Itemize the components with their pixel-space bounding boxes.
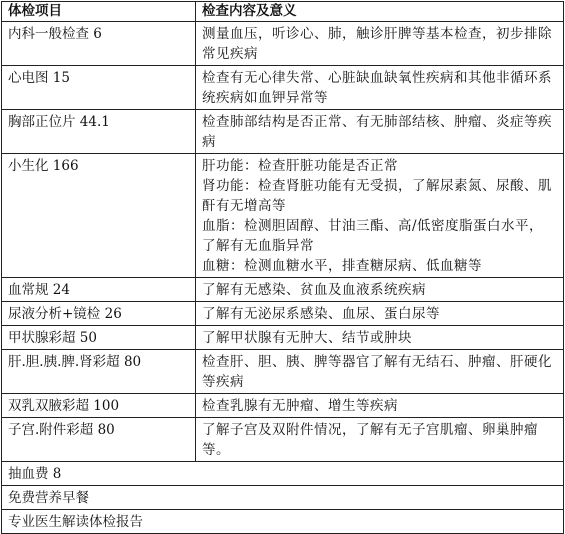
exam-item-detail [196,394,564,418]
exam-item-detail [196,278,564,302]
exam-item-name: 血常规 24 [2,278,196,302]
exam-item-name: 甲状腺彩超 50 [2,326,196,350]
footer-item: 抽血费 8 [2,462,564,486]
detail-line: 了解有无感染、贫血及血液系统疾病 [202,282,426,298]
detail-line: 肾功能：检查肾脏功能有无受损，了解尿素氮、尿酸、肌酐有无增高等 [202,178,552,214]
header-item: 体检项目 [2,2,196,22]
table-row [2,22,564,66]
exam-item-detail [196,110,564,154]
table-row [2,394,564,418]
footer-row [2,510,564,534]
exam-item-name: 内科一般检查 6 [2,22,196,66]
detail-line: 了解子宫及双附件情况，了解有无子宫肌瘤、卵巢肿瘤等。 [202,422,538,458]
exam-item-detail [196,326,564,350]
table-row [2,66,564,110]
exam-item-name: 心电图 15 [2,66,196,110]
table-row [2,326,564,350]
exam-item-name: 双乳双腋彩超 100 [2,394,196,418]
exam-item-name: 胸部正位片 44.1 [2,110,196,154]
footer-row [2,486,564,510]
header-content: 检查内容及意义 [196,2,564,22]
exam-item-name: 小生化 166 [2,154,196,278]
exam-item-detail [196,154,564,278]
detail-line: 肝功能：检查肝脏功能是否正常 [202,158,398,174]
exam-item-name: 肝.胆.胰.脾.肾彩超 80 [2,350,196,394]
detail-line: 血糖：检测血糖水平，排查糖尿病、低血糖等 [202,258,482,274]
exam-item-name: 尿液分析+镜检 26 [2,302,196,326]
exam-item-detail [196,302,564,326]
detail-line: 检查肝、胆、胰、脾等器官了解有无结石、肿瘤、肝硬化等疾病 [202,354,552,390]
exam-item-detail [196,350,564,394]
footer-item: 专业医生解读体检报告 [2,510,564,534]
exam-item-detail [196,418,564,462]
detail-line: 检查肺部结构是否正常、有无肺部结核、肿瘤、炎症等疾病 [202,114,552,150]
detail-line: 了解有无泌尿系感染、血尿、蛋白尿等 [202,306,440,322]
table-row [2,302,564,326]
exam-item-detail [196,66,564,110]
exam-item-name: 子宫.附件彩超 80 [2,418,196,462]
detail-line: 测量血压，听诊心、肺，触诊肝脾等基本检查，初步排除常见疾病 [202,26,552,62]
detail-line: 检查乳腺有无肿瘤、增生等疾病 [202,398,398,414]
detail-line: 检查有无心律失常、心脏缺血缺氧性疾病和其他非循环系统疾病如血钾异常等 [202,70,552,106]
detail-line: 了解甲状腺有无肿大、结节或肿块 [202,330,412,346]
exam-items-table [1,1,564,534]
table-row [2,350,564,394]
table-header-row [2,2,564,22]
table-row [2,418,564,462]
table-row [2,278,564,302]
exam-item-detail [196,22,564,66]
table-row [2,110,564,154]
table-row [2,154,564,278]
footer-row [2,462,564,486]
detail-line: 血脂：检测胆固醇、甘油三酯、高/低密度脂蛋白水平，了解有无血脂异常 [202,218,544,254]
footer-item: 免费营养早餐 [2,486,564,510]
